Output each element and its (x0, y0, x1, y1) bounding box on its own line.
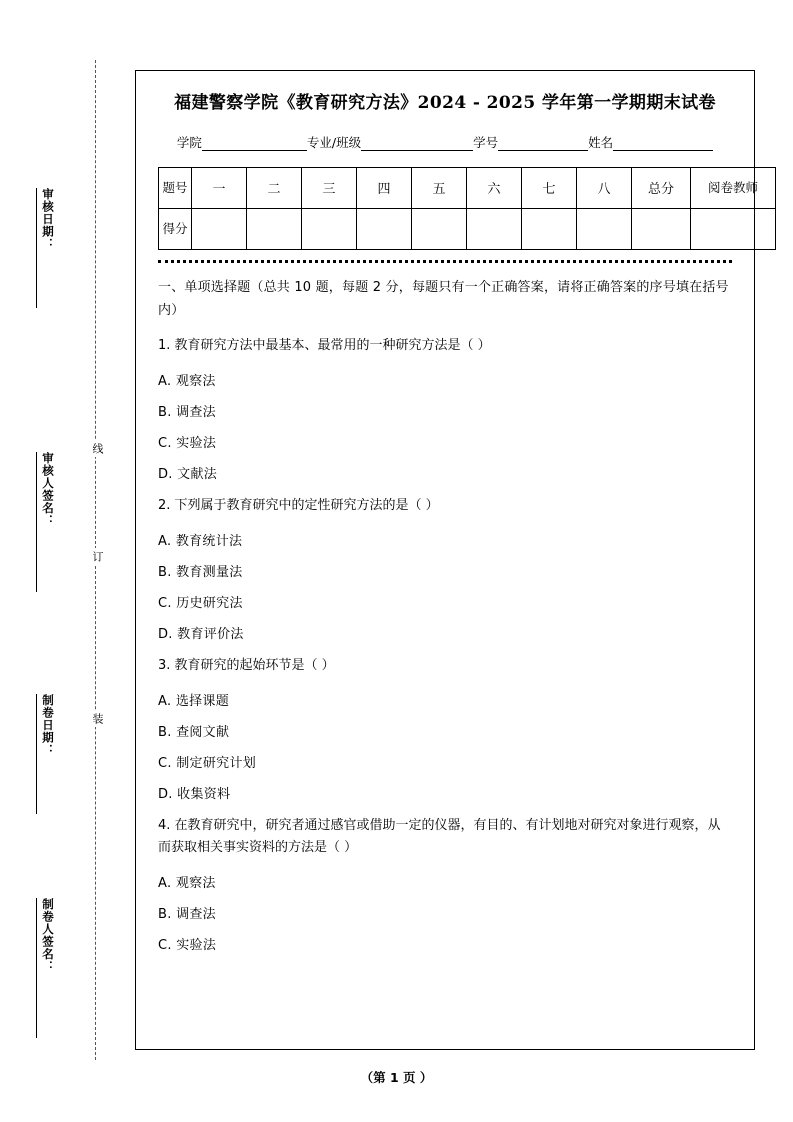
review-date-label: 审核日期： (36, 188, 56, 308)
question-1-option-d[interactable]: D. 文献法 (158, 467, 218, 482)
paper-date-label: 制卷日期： (36, 694, 56, 814)
question-3-option-b[interactable]: B. 查阅文献 (158, 724, 230, 740)
score-row-header-score: 得分 (159, 208, 192, 249)
question-4-option-c[interactable]: C. 实验法 (158, 938, 217, 953)
table-row-question-numbers (159, 167, 776, 208)
question-1-option-b[interactable]: B. 调查法 (158, 405, 216, 420)
question-4-option-a[interactable]: A. 观察法 (158, 876, 216, 891)
left-margin-zone (0, 0, 135, 1122)
question-stem-2: 2. 下列属于教育研究中的定性研究方法的是（ ） (158, 498, 439, 513)
score-col-3: 三 (302, 167, 357, 208)
score-cell-total[interactable] (632, 208, 691, 249)
score-cell-3[interactable] (302, 208, 357, 249)
question-1-option-a[interactable]: A. 观察法 (158, 374, 216, 389)
question-2-option-b[interactable]: B. 教育测量法 (158, 564, 243, 580)
score-cell-6[interactable] (467, 208, 522, 249)
question-2-option-d[interactable]: D. 教育评价法 (158, 626, 244, 642)
score-cell-7[interactable] (522, 208, 577, 249)
score-col-total: 总分 (632, 167, 691, 208)
student-info-line (158, 133, 732, 151)
seal-mark-bind: 订 (89, 548, 105, 565)
question-1-option-c[interactable]: C. 实验法 (158, 436, 217, 451)
field-label-name: 姓名 (588, 134, 614, 150)
score-col-4: 四 (357, 167, 412, 208)
question-4-option-b[interactable]: B. 调查法 (158, 907, 216, 922)
score-col-5: 五 (412, 167, 467, 208)
score-table (158, 167, 776, 250)
page-title: 福建警察学院《教育研究方法》2024 - 2025 学年第一学期期末试卷 (174, 93, 716, 113)
score-cell-2[interactable] (247, 208, 302, 249)
score-col-1: 一 (192, 167, 247, 208)
question-3-option-d[interactable]: D. 收集资料 (158, 786, 231, 802)
section-heading: 一、单项选择题（总共 10 题，每题 2 分，每题只有一个正确答案，请将正确答案的序号填在括号内） (158, 279, 729, 318)
question-3-option-c[interactable]: C. 制定研究计划 (158, 755, 257, 771)
paper-sign-label: 制卷人签名： (36, 898, 56, 1038)
question-stem-4: 4. 在教育研究中，研究者通过感官或借助一定的仪器，有目的、有计划地对研究对象进行观察，从而获取相关事实资料的方法是（ ） (158, 817, 721, 856)
field-input-name[interactable] (613, 137, 713, 151)
score-cell-4[interactable] (357, 208, 412, 249)
seal-mark-line: 线 (89, 440, 105, 457)
score-cell-8[interactable] (577, 208, 632, 249)
score-row-header-number: 题号 (159, 167, 192, 208)
question-2-option-c[interactable]: C. 历史研究法 (158, 595, 243, 611)
seal-mark-seal: 装 (89, 710, 105, 727)
field-input-college[interactable] (202, 137, 307, 151)
score-col-6: 六 (467, 167, 522, 208)
score-cell-5[interactable] (412, 208, 467, 249)
question-stem-3: 3. 教育研究的起始环节是（ ） (158, 657, 335, 673)
question-2-option-a[interactable]: A. 教育统计法 (158, 533, 243, 549)
question-stem-1: 1. 教育研究方法中最基本、最常用的一种研究方法是（ ） (158, 338, 491, 354)
score-cell-teacher[interactable] (691, 208, 776, 249)
dotted-divider (158, 260, 732, 263)
field-label-studentid: 学号 (473, 134, 499, 150)
score-col-teacher: 阅卷教师 (691, 167, 776, 208)
score-col-2: 二 (247, 167, 302, 208)
review-sign-label: 审核人签名： (36, 452, 56, 592)
score-cell-1[interactable] (192, 208, 247, 249)
question-3-option-a[interactable]: A. 选择课题 (158, 693, 230, 709)
score-col-7: 七 (522, 167, 577, 208)
table-row-scores (159, 208, 776, 249)
field-label-college: 学院 (176, 134, 202, 150)
field-label-major: 专业/班级 (306, 134, 362, 150)
score-col-8: 八 (577, 167, 632, 208)
page-footer: （第 1 页 ） (360, 1070, 433, 1085)
field-input-studentid[interactable] (498, 137, 588, 151)
exam-paper-frame (135, 70, 758, 1050)
field-input-major[interactable] (361, 137, 473, 151)
